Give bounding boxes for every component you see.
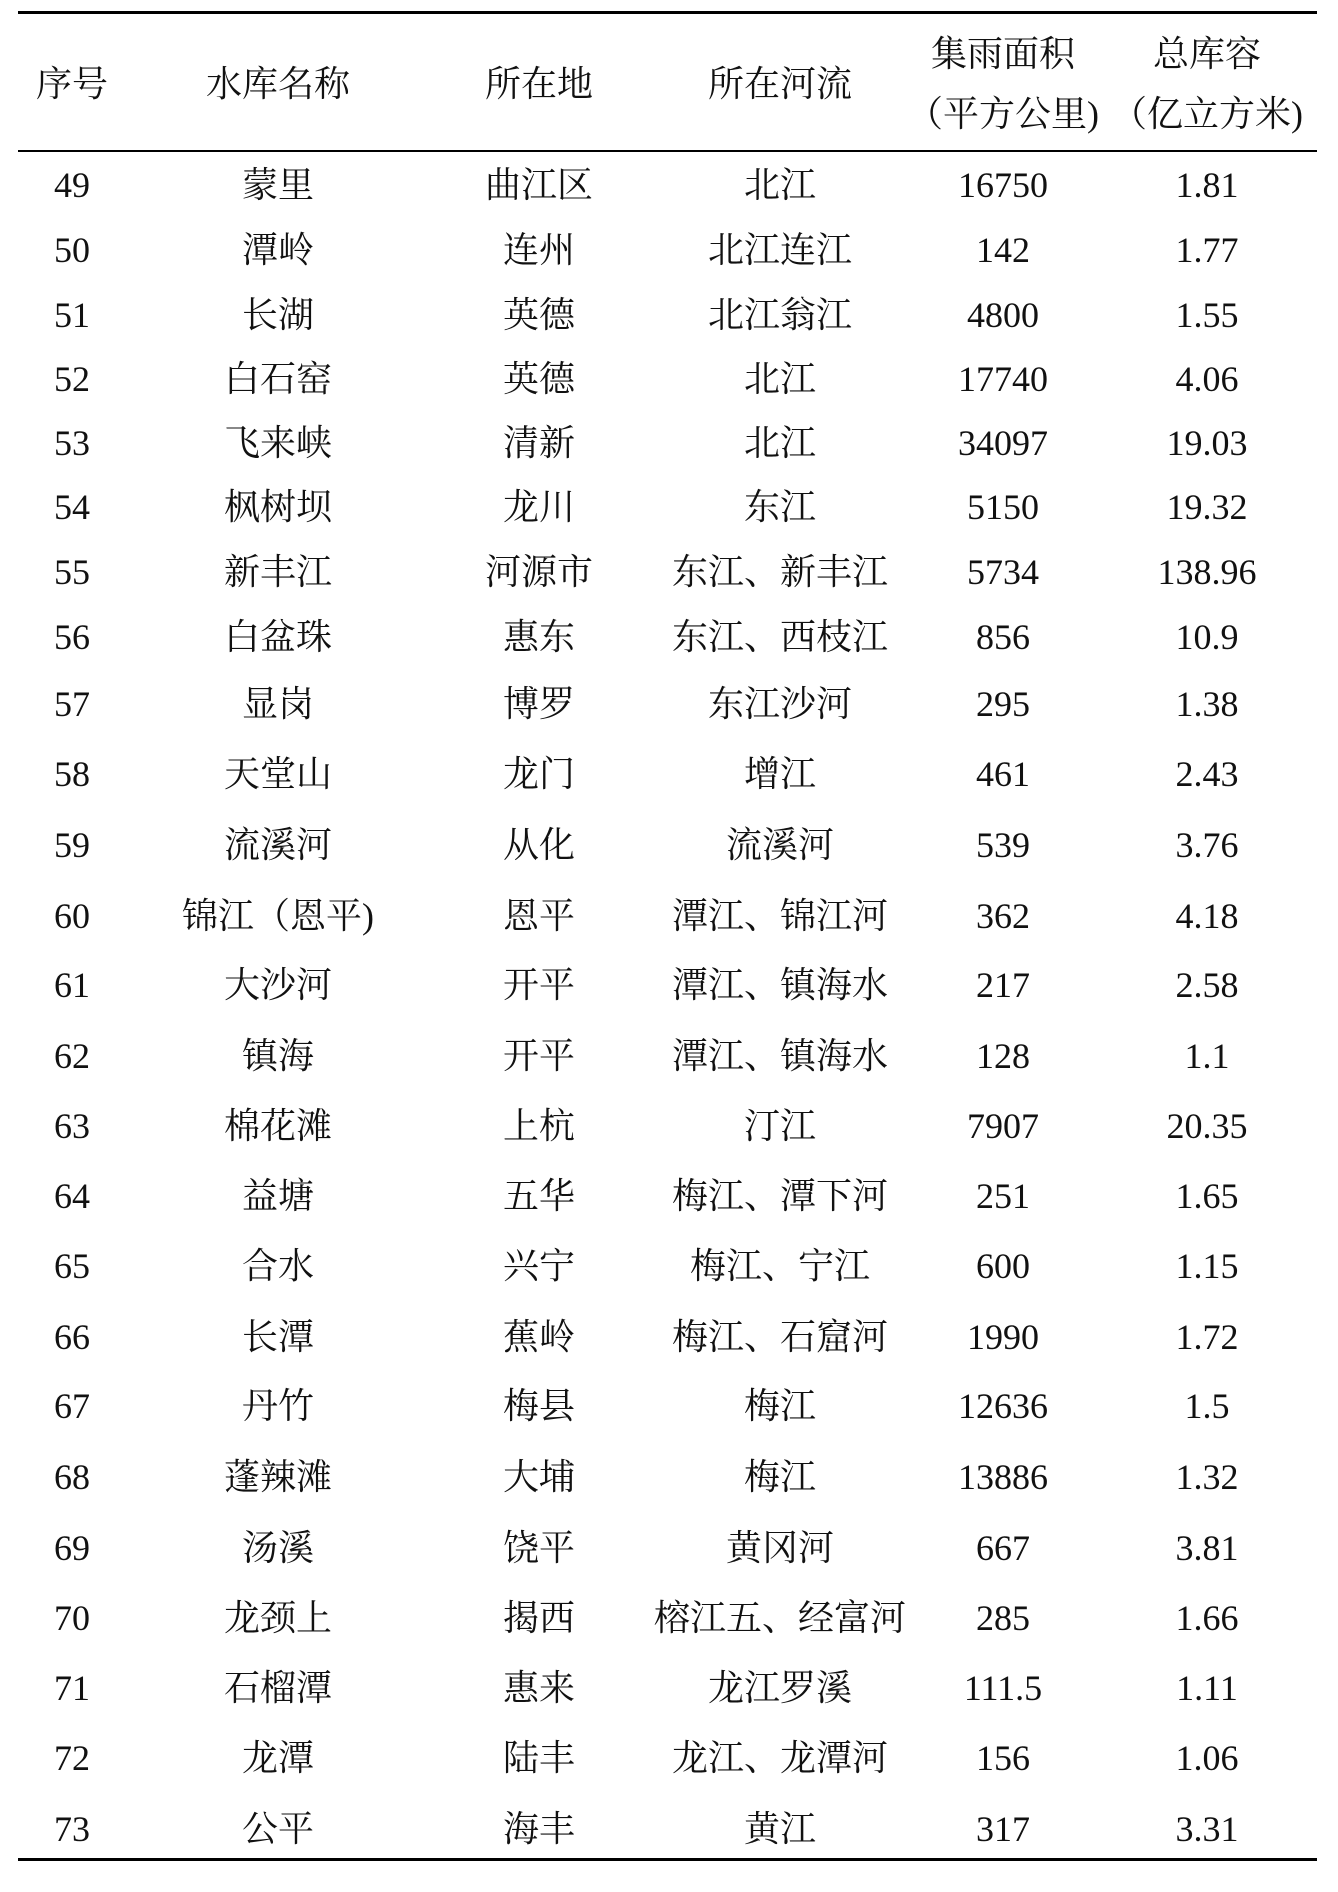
cell-reservoir-name: 汤溪: [241, 1528, 315, 1568]
cell-river: 梅江、潭下河: [671, 1176, 889, 1216]
cell-total-capacity: 19.32: [1166, 487, 1248, 527]
cell-total-capacity: 1.65: [1175, 1176, 1239, 1216]
cell-location: 揭西: [502, 1598, 576, 1638]
cell-location: 兴宁: [502, 1246, 576, 1286]
cell-reservoir-name: 锦江（恩平): [182, 896, 374, 936]
cell-total-capacity: 1.1: [1184, 1036, 1230, 1076]
cell-reservoir-name: 潭岭: [241, 230, 315, 270]
cell-location: 开平: [502, 965, 576, 1005]
header-total-capacity: 总库容: [1152, 34, 1262, 74]
cell-catchment-area: 539: [976, 825, 1030, 865]
cell-reservoir-name: 飞来峡: [223, 423, 333, 463]
cell-reservoir-name: 长潭: [241, 1317, 315, 1357]
cell-location: 陆丰: [502, 1738, 576, 1778]
cell-location: 上杭: [502, 1106, 576, 1146]
cell-river: 东江、西枝江: [671, 617, 889, 657]
cell-catchment-area: 295: [976, 684, 1030, 724]
cell-location: 饶平: [502, 1528, 576, 1568]
cell-catchment-area: 317: [976, 1809, 1030, 1849]
cell-reservoir-name: 枫树坝: [223, 487, 333, 527]
cell-total-capacity: 1.11: [1176, 1668, 1238, 1708]
cell-river: 北江翁江: [707, 295, 853, 335]
cell-reservoir-name: 镇海: [241, 1036, 315, 1076]
cell-location: 梅县: [502, 1386, 576, 1426]
cell-reservoir-name: 显岗: [241, 684, 315, 724]
cell-river: 汀江: [743, 1106, 817, 1146]
cell-location: 博罗: [502, 684, 576, 724]
cell-location: 蕉岭: [502, 1317, 576, 1357]
cell-seq: 62: [54, 1036, 90, 1076]
cell-catchment-area: 285: [976, 1598, 1030, 1638]
cell-seq: 53: [54, 423, 90, 463]
cell-seq: 60: [54, 896, 90, 936]
cell-location: 清新: [502, 423, 576, 463]
cell-seq: 63: [54, 1106, 90, 1146]
cell-catchment-area: 13886: [958, 1457, 1048, 1497]
cell-river: 东江: [743, 487, 817, 527]
cell-seq: 69: [54, 1528, 90, 1568]
header-seq: 序号: [35, 64, 109, 104]
cell-seq: 54: [54, 487, 90, 527]
cell-total-capacity: 3.81: [1175, 1528, 1239, 1568]
cell-river: 龙江罗溪: [707, 1668, 853, 1708]
cell-river: 梅江: [743, 1457, 817, 1497]
cell-catchment-area: 856: [976, 617, 1030, 657]
cell-reservoir-name: 新丰江: [223, 552, 333, 592]
cell-river: 龙江、龙潭河: [671, 1738, 889, 1778]
cell-river: 流溪河: [725, 825, 835, 865]
cell-seq: 57: [54, 684, 90, 724]
cell-river: 北江: [743, 423, 817, 463]
cell-catchment-area: 600: [976, 1246, 1030, 1286]
cell-seq: 72: [54, 1738, 90, 1778]
cell-total-capacity: 1.55: [1175, 295, 1239, 335]
table-header-rule: [18, 150, 1317, 152]
cell-location: 龙门: [502, 754, 576, 794]
cell-river: 潭江、镇海水: [671, 1036, 889, 1076]
cell-location: 开平: [502, 1036, 576, 1076]
cell-total-capacity: 1.66: [1175, 1598, 1239, 1638]
cell-reservoir-name: 大沙河: [223, 965, 333, 1005]
cell-catchment-area: 17740: [958, 359, 1048, 399]
cell-catchment-area: 156: [976, 1738, 1030, 1778]
cell-river: 黄冈河: [725, 1528, 835, 1568]
cell-seq: 59: [54, 825, 90, 865]
cell-reservoir-name: 益塘: [241, 1176, 315, 1216]
cell-location: 大埔: [502, 1457, 576, 1497]
header-catchment-area: 集雨面积: [930, 34, 1076, 74]
cell-river: 潭江、镇海水: [671, 965, 889, 1005]
cell-total-capacity: 1.15: [1175, 1246, 1239, 1286]
cell-seq: 66: [54, 1317, 90, 1357]
cell-location: 英德: [502, 295, 576, 335]
header-location: 所在地: [484, 64, 594, 104]
cell-river: 梅江、石窟河: [671, 1317, 889, 1357]
cell-total-capacity: 20.35: [1166, 1106, 1248, 1146]
cell-river: 北江连江: [707, 230, 853, 270]
cell-river: 东江、新丰江: [671, 552, 889, 592]
cell-total-capacity: 1.77: [1175, 230, 1239, 270]
cell-reservoir-name: 天堂山: [223, 754, 333, 794]
cell-reservoir-name: 白盆珠: [223, 617, 333, 657]
cell-total-capacity: 2.58: [1175, 965, 1239, 1005]
cell-seq: 56: [54, 617, 90, 657]
cell-catchment-area: 142: [976, 230, 1030, 270]
cell-reservoir-name: 丹竹: [241, 1386, 315, 1426]
cell-catchment-area: 667: [976, 1528, 1030, 1568]
cell-river: 潭江、锦江河: [671, 896, 889, 936]
cell-location: 惠东: [502, 617, 576, 657]
cell-reservoir-name: 龙颈上: [223, 1598, 333, 1638]
cell-reservoir-name: 公平: [241, 1809, 315, 1849]
cell-total-capacity: 1.32: [1175, 1457, 1239, 1497]
cell-seq: 68: [54, 1457, 90, 1497]
cell-reservoir-name: 龙潭: [241, 1738, 315, 1778]
cell-catchment-area: 7907: [967, 1106, 1039, 1146]
cell-reservoir-name: 合水: [241, 1246, 315, 1286]
cell-total-capacity: 4.06: [1175, 359, 1239, 399]
cell-catchment-area: 1990: [967, 1317, 1039, 1357]
cell-total-capacity: 19.03: [1166, 423, 1248, 463]
cell-catchment-area: 128: [976, 1036, 1030, 1076]
cell-catchment-area: 34097: [958, 423, 1048, 463]
cell-river: 北江: [743, 165, 817, 205]
cell-seq: 67: [54, 1386, 90, 1426]
cell-total-capacity: 4.18: [1175, 896, 1239, 936]
cell-catchment-area: 217: [976, 965, 1030, 1005]
cell-river: 北江: [743, 359, 817, 399]
cell-location: 海丰: [502, 1809, 576, 1849]
header-catchment-area-unit: （平方公里): [907, 94, 1099, 134]
cell-reservoir-name: 流溪河: [223, 825, 333, 865]
cell-seq: 55: [54, 552, 90, 592]
cell-reservoir-name: 白石窑: [223, 359, 333, 399]
cell-seq: 61: [54, 965, 90, 1005]
cell-seq: 70: [54, 1598, 90, 1638]
cell-seq: 58: [54, 754, 90, 794]
cell-location: 五华: [502, 1176, 576, 1216]
cell-seq: 51: [54, 295, 90, 335]
cell-river: 黄江: [743, 1809, 817, 1849]
table-top-rule: [18, 11, 1317, 14]
cell-reservoir-name: 棉花滩: [223, 1106, 333, 1146]
cell-seq: 71: [54, 1668, 90, 1708]
cell-river: 增江: [743, 754, 817, 794]
cell-catchment-area: 111.5: [963, 1668, 1043, 1708]
header-total-capacity-unit: （亿立方米): [1111, 94, 1303, 134]
cell-location: 龙川: [502, 487, 576, 527]
table-bottom-rule: [18, 1858, 1317, 1861]
cell-seq: 50: [54, 230, 90, 270]
cell-location: 惠来: [502, 1668, 576, 1708]
cell-catchment-area: 461: [976, 754, 1030, 794]
cell-seq: 49: [54, 165, 90, 205]
cell-catchment-area: 5150: [967, 487, 1039, 527]
cell-catchment-area: 12636: [958, 1386, 1048, 1426]
cell-river: 梅江: [743, 1386, 817, 1426]
cell-location: 曲江区: [484, 165, 594, 205]
header-reservoir-name: 水库名称: [205, 64, 351, 104]
header-river: 所在河流: [707, 64, 853, 104]
cell-catchment-area: 251: [976, 1176, 1030, 1216]
cell-location: 恩平: [502, 896, 576, 936]
cell-catchment-area: 16750: [958, 165, 1048, 205]
cell-reservoir-name: 蒙里: [241, 165, 315, 205]
cell-river: 梅江、宁江: [689, 1246, 871, 1286]
cell-total-capacity: 3.31: [1175, 1809, 1239, 1849]
cell-catchment-area: 4800: [967, 295, 1039, 335]
cell-catchment-area: 362: [976, 896, 1030, 936]
cell-location: 河源市: [484, 552, 594, 592]
cell-total-capacity: 1.06: [1175, 1738, 1239, 1778]
cell-total-capacity: 1.5: [1184, 1386, 1230, 1426]
cell-river: 东江沙河: [707, 684, 853, 724]
cell-total-capacity: 3.76: [1175, 825, 1239, 865]
cell-total-capacity: 1.81: [1175, 165, 1239, 205]
cell-river: 榕江五、经富河: [653, 1598, 907, 1638]
cell-reservoir-name: 石榴潭: [223, 1668, 333, 1708]
cell-location: 连州: [502, 230, 576, 270]
cell-total-capacity: 2.43: [1175, 754, 1239, 794]
cell-location: 英德: [502, 359, 576, 399]
cell-catchment-area: 5734: [967, 552, 1039, 592]
cell-total-capacity: 138.96: [1157, 552, 1257, 592]
cell-reservoir-name: 长湖: [241, 295, 315, 335]
cell-seq: 73: [54, 1809, 90, 1849]
cell-total-capacity: 1.38: [1175, 684, 1239, 724]
cell-total-capacity: 10.9: [1175, 617, 1239, 657]
cell-location: 从化: [502, 825, 576, 865]
cell-reservoir-name: 蓬辣滩: [223, 1457, 333, 1497]
cell-seq: 64: [54, 1176, 90, 1216]
cell-total-capacity: 1.72: [1175, 1317, 1239, 1357]
cell-seq: 65: [54, 1246, 90, 1286]
cell-seq: 52: [54, 359, 90, 399]
